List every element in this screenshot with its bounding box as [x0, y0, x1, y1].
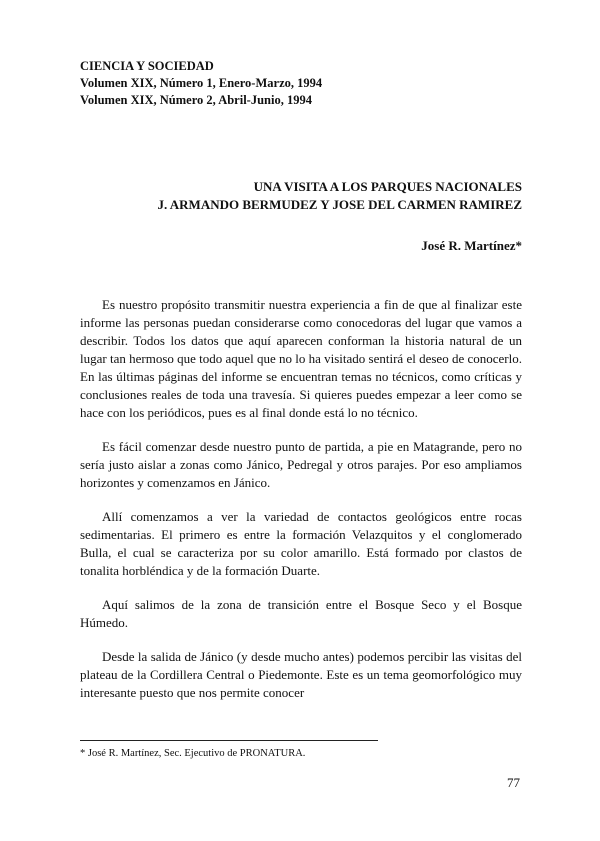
article-body	[80, 296, 522, 718]
page-number: 77	[507, 775, 520, 790]
paragraph: Aquí salimos de la zona de transición entre el Bosque Seco y el Bosque Húmedo.	[80, 597, 522, 630]
footnote: * José R. Martínez, Sec. Ejecutivo de PRONATURA.	[80, 748, 306, 759]
paragraph: Es nuestro propósito transmitir nuestra experiencia a fin de que al finalizar este informe las personas puedan considerarse como conocedoras del lugar que vamos a describir. Todos los datos que aquí aparecen conforman la historia natural de un lugar tan hermoso que todo aquel que no lo ha visitado sentirá el deseo de conocerlo. En las últimas páginas del informe se encuentran temas no técnicos, como críticas y conclusiones reales de toda una travesía. Si quieres puedes empezar a leer como se hace con los periódicos, pues es al final donde está lo no técnico.	[80, 297, 522, 420]
article-title	[157, 178, 522, 214]
journal-name: CIENCIA Y SOCIEDAD	[80, 59, 214, 73]
journal-volume-2: Volumen XIX, Número 2, Abril-Junio, 1994	[80, 93, 312, 107]
paragraph: Es fácil comenzar desde nuestro punto de partida, a pie en Matagrande, pero no sería justo aislar a zonas como Jánico, Pedregal y otros parajes. Por eso ampliamos horizontes y comenzamos en Jánico.	[80, 439, 522, 490]
paragraph: Allí comenzamos a ver la variedad de contactos geológicos entre rocas sedimentarias. El primero es entre la formación Velazquitos y el conglomerado Bulla, el cual se caracteriza por su color amarillo. Está formado por clastos de tonalita horbléndica y de la formación Duarte.	[80, 509, 522, 578]
journal-volume-1: Volumen XIX, Número 1, Enero-Marzo, 1994	[80, 76, 323, 90]
paragraph: Desde la salida de Jánico (y desde mucho antes) podemos percibir las visitas del plateau de la Cordillera Central o Piedemonte. Este es un tema geomorfológico muy interesante puesto que nos permite conocer	[80, 649, 522, 700]
article-author: José R. Martínez*	[421, 238, 522, 253]
title-line-1: UNA VISITA A LOS PARQUES NACIONALES	[253, 179, 522, 194]
journal-header	[80, 58, 322, 109]
title-line-2: J. ARMANDO BERMUDEZ Y JOSE DEL CARMEN RAMIREZ	[157, 197, 522, 212]
footnote-divider	[80, 740, 378, 741]
